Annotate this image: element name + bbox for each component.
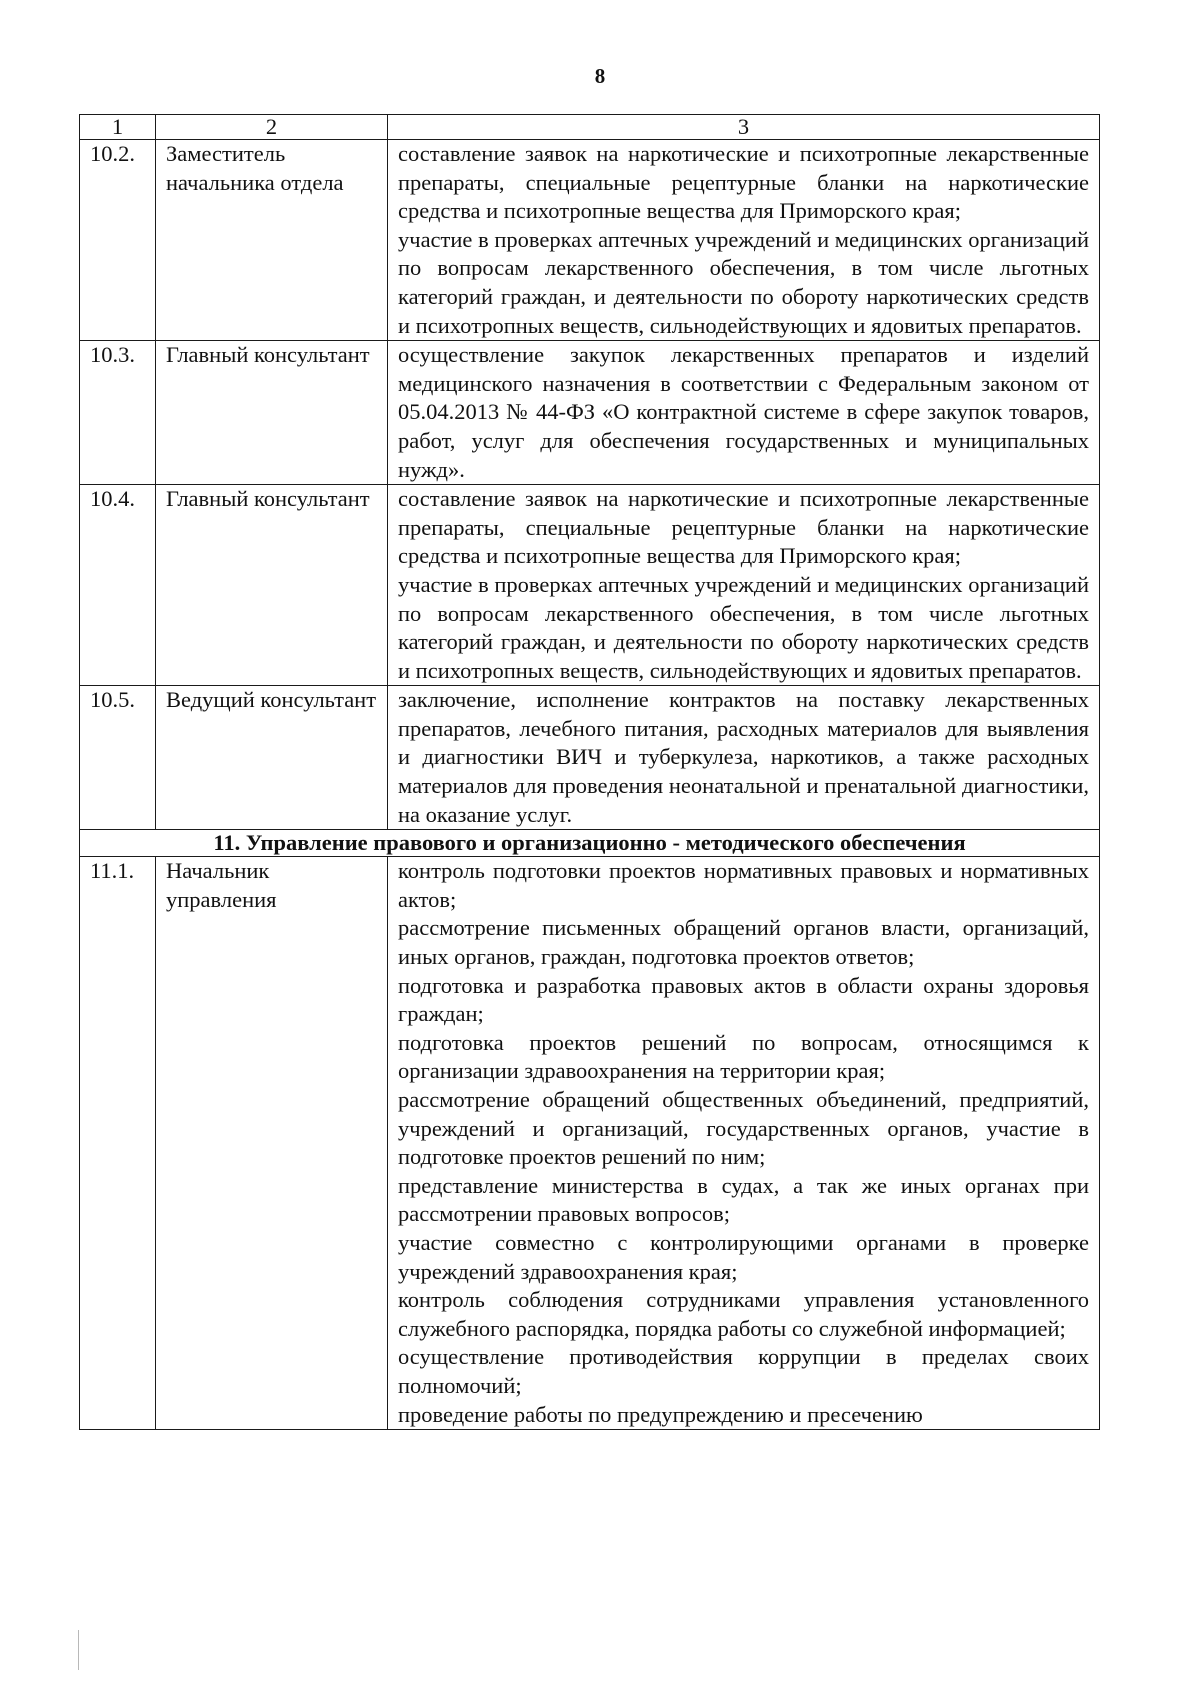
duty-item: осуществление закупок лекарственных препаратов и изделий медицинского назначения в соответствии с Федеральным законом от 05.04.2013 № 44-ФЗ «О контрактной системе в сфере закупок товаров, работ, услуг для обеспечения государственных и муниципальных нужд». — [398, 342, 1089, 482]
page-number: 8 — [594, 64, 606, 88]
table-row — [80, 857, 1100, 1430]
duty-item: составление заявок на наркотические и психотропные лекарственные препараты, специальные рецептурные бланки на наркотические средства и психотропные вещества для Приморского края; — [398, 141, 1089, 224]
row-duties — [388, 140, 1100, 341]
scan-artifact-line — [78, 1630, 79, 1670]
duty-item: контроль соблюдения сотрудниками управления установленного служебного распорядка, порядка работы со служебной информацией; — [398, 1287, 1089, 1341]
row-position: Заместитель начальника отдела — [156, 140, 388, 341]
duty-item: представление министерства в судах, а так же иных органах при рассмотрении правовых вопросов; — [398, 1172, 1089, 1227]
table-row — [80, 686, 1100, 830]
header-cell-duties: 3 — [388, 115, 1100, 140]
duty-item: заключение, исполнение контрактов на поставку лекарственных препаратов, лечебного питания, расходных материалов для выявления и диагностики ВИЧ и туберкулеза, наркотиков, а также расходных материалов для проведения неонатальной и пренатальной диагностики, на оказание услуг. — [398, 687, 1089, 827]
header-cell-number: 1 — [80, 115, 156, 140]
duty-item: рассмотрение обращений общественных объединений, предприятий, учреждений и организаций, государственных органов, участие в подготовке проектов решений по ним; — [398, 1087, 1089, 1170]
duty-item: рассмотрение письменных обращений органов власти, организаций, иных органов, граждан, подготовка проектов ответов; — [398, 915, 1089, 970]
row-position: Главный консультант — [156, 485, 388, 686]
row-position: Ведущий консультант — [156, 686, 388, 830]
duty-item: участие в проверках аптечных учреждений и медицинских организаций по вопросам лекарственного обеспечения, в том числе льготных категорий граждан, и деятельности по обороту наркотических средств и психотропных веществ, сильнодействующих и ядовитых препаратов. — [398, 226, 1089, 338]
table-row — [80, 140, 1100, 341]
duty-item: составление заявок на наркотические и психотропные лекарственные препараты, специальные рецептурные бланки на наркотические средства и психотропные вещества для Приморского края; — [398, 486, 1089, 569]
duty-item: подготовка проектов решений по вопросам, относящимся к организации здравоохранения на территории края; — [398, 1029, 1089, 1084]
table-row — [80, 485, 1100, 686]
row-number: 10.5. — [80, 686, 156, 830]
row-number: 11.1. — [80, 857, 156, 1430]
row-position: Начальник управления — [156, 857, 388, 1430]
duty-item: участие совместно с контролирующими органами в проверке учреждений здравоохранения края; — [398, 1229, 1089, 1284]
table-row — [80, 341, 1100, 485]
duty-item: контроль подготовки проектов нормативных правовых и нормативных актов; — [398, 858, 1089, 912]
duty-item: проведение работы по предупреждению и пресечению — [398, 1401, 923, 1427]
row-duties — [388, 857, 1100, 1430]
table-header-row — [80, 115, 1100, 140]
header-cell-position: 2 — [156, 115, 388, 140]
row-duties — [388, 341, 1100, 485]
row-number: 10.2. — [80, 140, 156, 341]
row-number: 10.4. — [80, 485, 156, 686]
row-duties — [388, 686, 1100, 830]
section-header-row — [80, 830, 1100, 857]
duty-item: участие в проверках аптечных учреждений и медицинских организаций по вопросам лекарственного обеспечения, в том числе льготных категорий граждан, и деятельности по обороту наркотических средств и психотропных веществ, сильнодействующих и ядовитых препаратов. — [398, 571, 1089, 683]
row-position: Главный консультант — [156, 341, 388, 485]
duty-item: подготовка и разработка правовых актов в области охраны здоровья граждан; — [398, 972, 1089, 1027]
section-title: 11. Управление правового и организационно - методического обеспечения — [80, 830, 1100, 857]
duties-table — [79, 114, 1100, 1430]
row-number: 10.3. — [80, 341, 156, 485]
row-duties — [388, 485, 1100, 686]
duty-item: осуществление противодействия коррупции в пределах своих полномочий; — [398, 1344, 1089, 1398]
